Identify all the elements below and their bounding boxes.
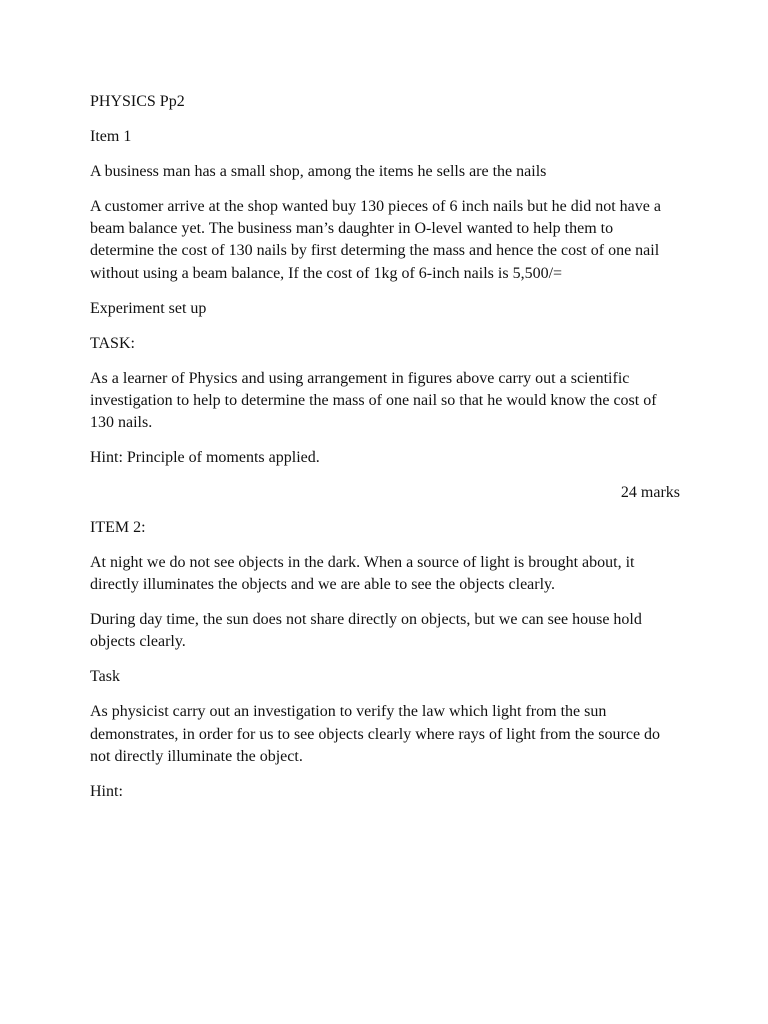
item2-hint: Hint: [90,782,123,800]
item2-paragraph-1: At night we do not see objects in the dark. When a source of light is brought about, it directly illuminates the objects and we are able to see the objects clearly. [90,554,635,594]
item2-task-label: Task [90,668,120,686]
item1-paragraph-1: A business man has a small shop, among the items he sells are the nails [90,163,547,180]
item1-setup-label: Experiment set up [90,299,207,317]
document-body [90,91,680,816]
item2-paragraph-2: During day time, the sun does not share directly on objects, but we can see house hold objects clearly. [90,611,642,651]
item2-heading: ITEM 2: [90,519,146,537]
document-title: PHYSICS Pp2 [90,93,185,110]
item1-heading: Item 1 [90,128,132,145]
item1-task-text: As a learner of Physics and using arrangement in figures above carry out a scientific investigation to help to determine the mass of one nail so that he would know the cost of 130 nails. [90,369,657,432]
item2-task-text: As physicist carry out an investigation to verify the law which light from the sun demonstrates, in order for us to see objects clearly where rays of light from the source do not directly illuminate the object. [90,703,661,765]
item1-marks: 24 marks [620,484,680,502]
item1-task-label: TASK: [90,334,135,352]
item1-hint: Hint: Principle of moments applied. [90,449,320,467]
item1-paragraph-2: A customer arrive at the shop wanted buy 130 pieces of 6 inch nails but he did not have a beam balance yet. The business man’s daughter in O-level wanted to help them to determine the cost of 130 nails by first determing the mass and hence the cost of one nail without using a beam balance, If the cost of 1kg of 6-inch nails is 5,500/= [90,198,661,282]
